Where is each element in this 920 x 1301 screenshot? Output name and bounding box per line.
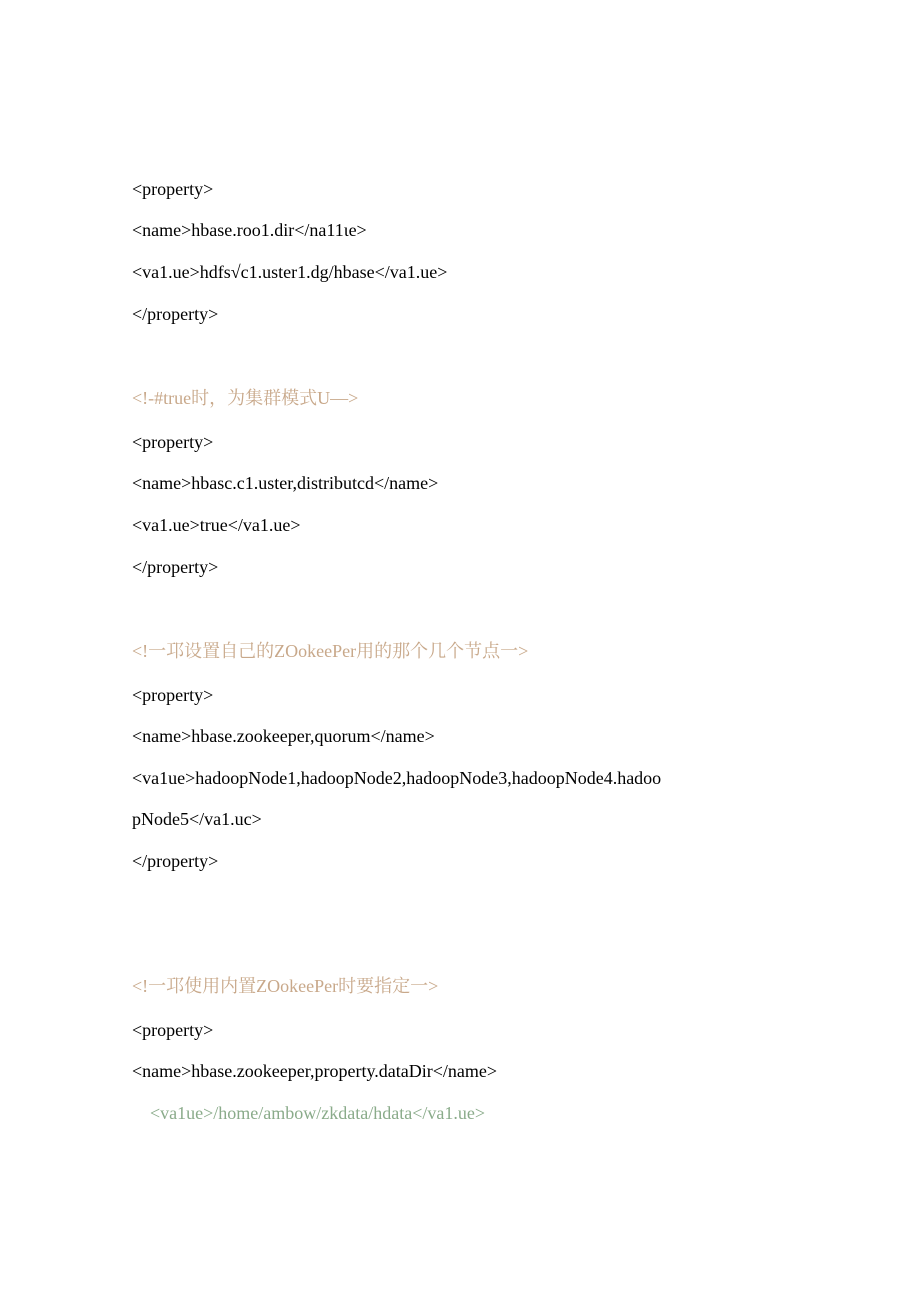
code-line: <name>hbase.zookeeper,quorum</name> <box>132 726 435 746</box>
xml-comment: <!-#true时，为集群模式U—> <box>132 388 359 408</box>
code-line: <va1.ue>hdfs√c1.uster1.dg/hbase</va1.ue> <box>132 262 448 282</box>
code-line: </property> <box>132 851 219 871</box>
code-line: <name>hbasc.c1.uster,distributcd</name> <box>132 473 439 493</box>
code-line: <name>hbase.roo1.dir</na11ιe> <box>132 220 367 240</box>
code-line: pNode5</va1.uc> <box>132 809 262 829</box>
code-line: </property> <box>132 557 219 577</box>
code-line: <property> <box>132 1020 214 1040</box>
code-line: <property> <box>132 685 214 705</box>
code-line-value: <va1ue>/home/ambow/zkdata/hdata</va1.ue> <box>150 1103 485 1123</box>
code-line: <name>hbase.zookeeper,property.dataDir</name> <box>132 1061 498 1081</box>
xml-comment: <!一邛使用内置ZOokeePer时要指定一> <box>132 976 439 996</box>
code-line: <va1ue>hadoopNode1,hadoopNode2,hadoopNode3,hadoopNode4.hadoo <box>132 768 662 788</box>
code-line: </property> <box>132 304 219 324</box>
code-line: <property> <box>132 179 214 199</box>
xml-comment: <!一邛设置自己的ZOokeePer用的那个几个节点一> <box>132 641 529 661</box>
code-line: <va1.ue>true</va1.ue> <box>132 515 301 535</box>
code-line: <property> <box>132 432 214 452</box>
